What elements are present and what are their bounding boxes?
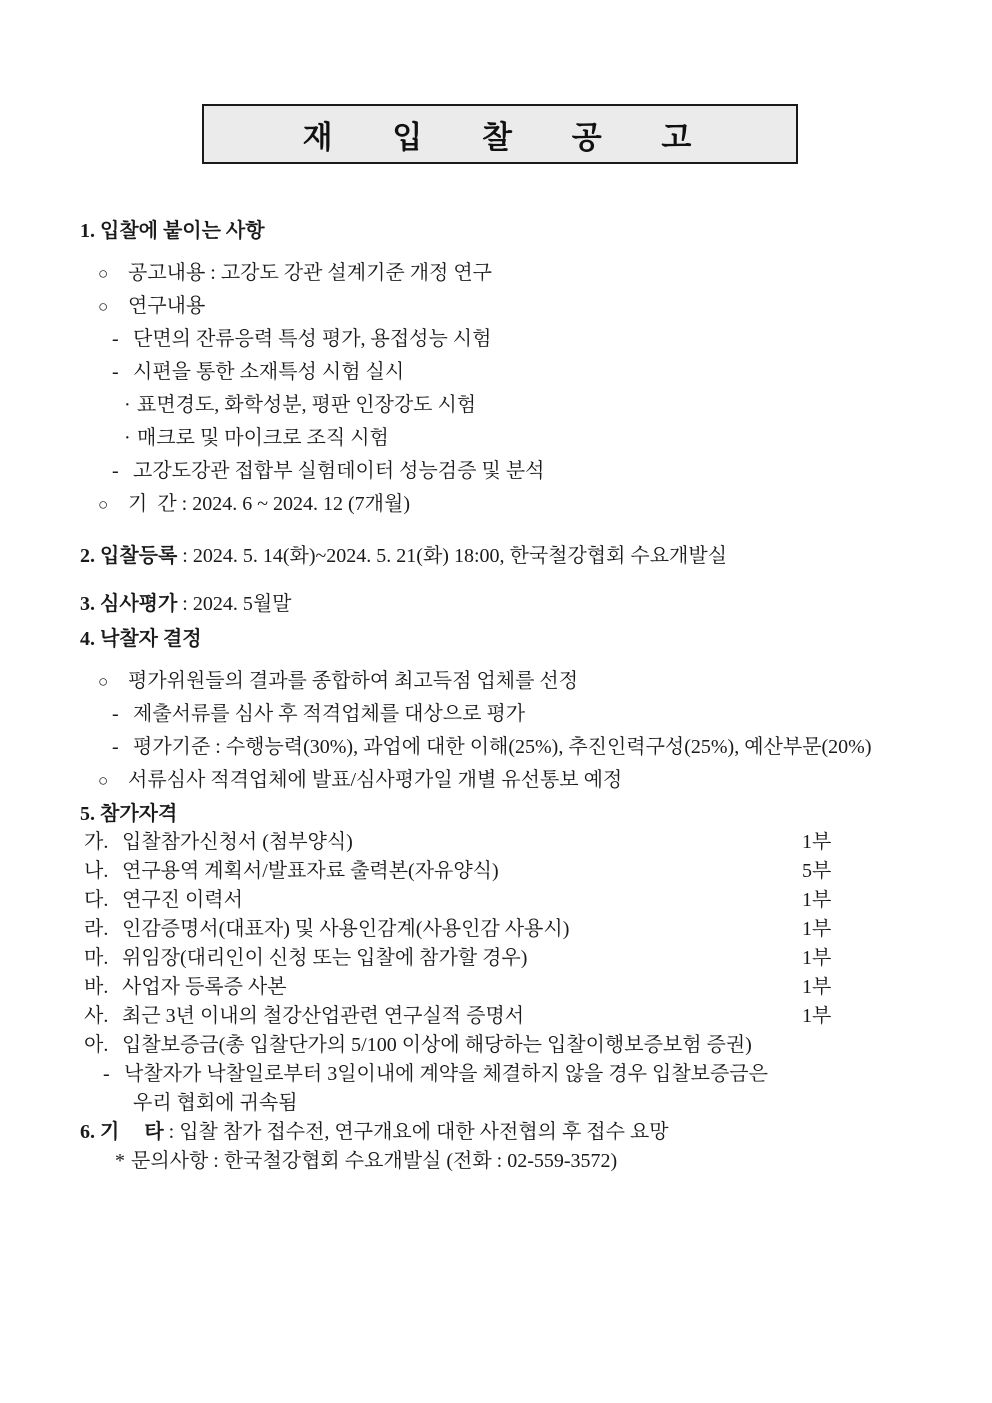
item-label: 가. [84, 831, 109, 853]
qualification-item-ah: 아. 입찰보증금(총 입찰단가의 5/100 이상에 해당하는 입찰이행보증보험 증권) [0, 1031, 992, 1060]
section-6-etc: 6. 기 타 : 입찰 참가 접수전, 연구개요에 대한 사전협의 후 접수 요망 [80, 1121, 669, 1143]
copy-count: 1부 [802, 889, 832, 911]
item-label: 아. [84, 1034, 109, 1056]
section-5-heading: 5. 참가자격 [80, 803, 178, 825]
line-research-subitem-2: · 매크로 및 마이크로 조직 시험 [0, 422, 992, 455]
qualification-item-ra: 라. 인감증명서(대표자) 및 사용인감계(사용인감 사용시) 1부 [0, 915, 992, 944]
item-label: 라. [84, 918, 109, 940]
copy-count: 1부 [802, 1005, 832, 1027]
copy-count: 1부 [802, 947, 832, 969]
copy-count: 5부 [802, 860, 832, 882]
line-research-content: ○ 연구내용 [0, 290, 992, 323]
dash-bullet-icon: - [112, 703, 119, 725]
section-2-bid-registration: 2. 입찰등록 : 2024. 5. 14(화)~2024. 5. 21(화) 18:00, 한국철강협회 수요개발실 [80, 545, 728, 567]
line-notice-content: ○ 공고내용 : 고강도 강관 설계기준 개정 연구 [0, 257, 992, 290]
qualification-item-ba: 바. 사업자 등록증 사본 1부 [0, 973, 992, 1002]
circle-bullet-icon: ○ [98, 771, 109, 790]
line-research-item-1: - 단면의 잔류응력 특성 평가, 용접성능 시험 [0, 323, 992, 356]
item-label: 다. [84, 889, 109, 911]
dot-bullet-icon: · [124, 394, 131, 416]
qualification-item-na: 나. 연구용역 계획서/발표자료 출력본(자유양식) 5부 [0, 857, 992, 886]
copy-count: 1부 [802, 918, 832, 940]
line-award-notification: ○ 서류심사 적격업체에 발표/심사평가일 개별 유선통보 예정 [0, 764, 992, 797]
dash-bullet-icon: - [103, 1063, 110, 1085]
circle-bullet-icon: ○ [98, 297, 109, 316]
document-body [0, 215, 992, 1176]
line-research-item-3: - 고강도강관 접합부 실험데이터 성능검증 및 분석 [0, 455, 992, 488]
section-4-heading: 4. 낙찰자 결정 [80, 628, 202, 650]
line-research-subitem-1: · 표면경도, 화학성분, 평판 인장강도 시험 [0, 389, 992, 422]
qualification-item-sa: 사. 최근 3년 이내의 철강산업관련 연구실적 증명서 1부 [0, 1002, 992, 1031]
line-deposit-forfeit: - 낙찰자가 낙찰일로부터 3일이내에 계약을 체결하지 않을 경우 입찰보증금은 [0, 1060, 992, 1089]
line-inquiry: * 문의사항 : 한국철강협회 수요개발실 (전화 : 02-559-3572) [0, 1147, 992, 1176]
section-3-evaluation-date: 3. 심사평가 : 2024. 5월말 [80, 593, 292, 615]
dash-bullet-icon: - [112, 361, 119, 383]
line-award-screening: - 제출서류를 심사 후 적격업체를 대상으로 평가 [0, 698, 992, 731]
section-1-heading: 1. 입찰에 붙이는 사항 [80, 220, 265, 242]
line-award-criteria: - 평가기준 : 수행능력(30%), 과업에 대한 이해(25%), 추진인력구성(25%), 예산부문(20%) [0, 731, 992, 764]
dash-bullet-icon: - [112, 328, 119, 350]
title-box [202, 104, 798, 164]
dash-bullet-icon: - [112, 460, 119, 482]
line-deposit-forfeit-cont: 우리 협회에 귀속됨 [133, 1092, 298, 1114]
dash-bullet-icon: - [112, 736, 119, 758]
circle-bullet-icon: ○ [98, 495, 109, 514]
qualification-item-ga: 가. 입찰참가신청서 (첨부양식) 1부 [0, 828, 992, 857]
item-label: 사. [84, 1005, 109, 1027]
qualification-item-da: 다. 연구진 이력서 1부 [0, 886, 992, 915]
line-project-period: ○ 기 간 : 2024. 6 ~ 2024. 12 (7개월) [0, 488, 992, 521]
qualification-item-ma: 마. 위임장(대리인이 신청 또는 입찰에 참가할 경우) 1부 [0, 944, 992, 973]
circle-bullet-icon: ○ [98, 264, 109, 283]
dot-bullet-icon: · [124, 427, 131, 449]
copy-count: 1부 [802, 831, 832, 853]
item-label: 나. [84, 860, 109, 882]
copy-count: 1부 [802, 976, 832, 998]
line-research-item-2: - 시편을 통한 소재특성 시험 실시 [0, 356, 992, 389]
circle-bullet-icon: ○ [98, 672, 109, 691]
asterisk-icon: * [115, 1150, 125, 1172]
item-label: 바. [84, 976, 109, 998]
line-award-selection: ○ 평가위원들의 결과를 종합하여 최고득점 업체를 선정 [0, 665, 992, 698]
item-label: 마. [84, 947, 109, 969]
document-title: 재 입 찰 공 고 [302, 119, 698, 155]
